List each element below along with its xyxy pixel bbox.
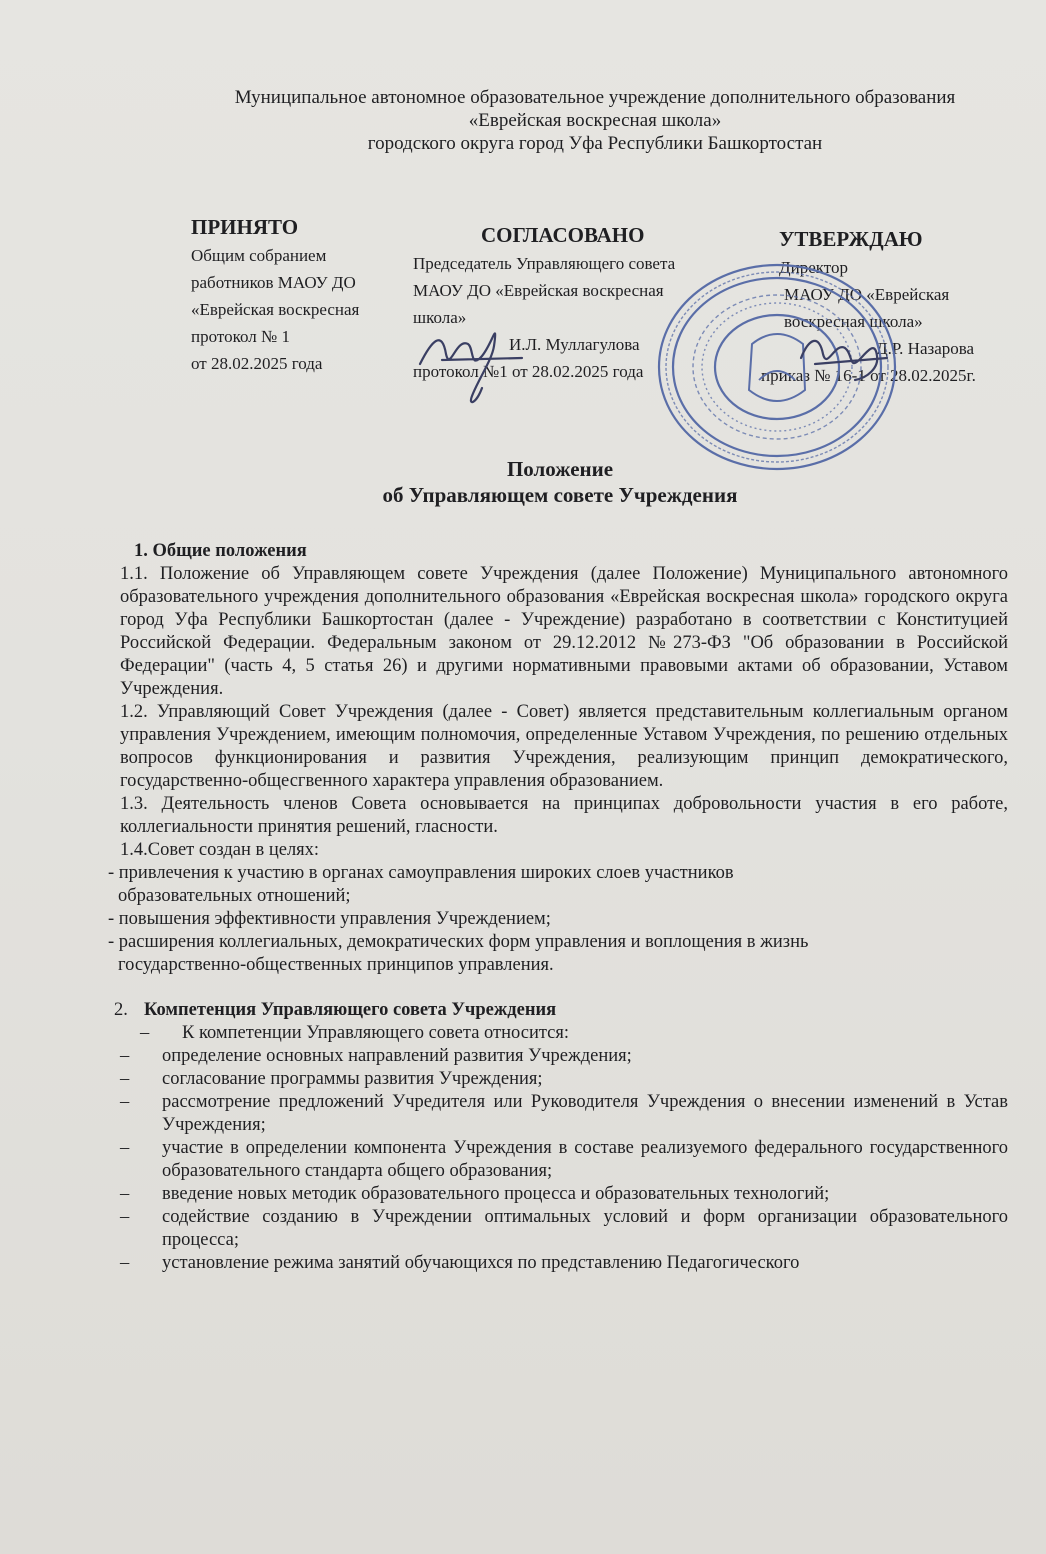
competence-item — [108, 1183, 1008, 1206]
approved-line: воскресная школа» — [784, 312, 923, 331]
accepted-line: протокол № 1 — [191, 327, 290, 346]
competence-item — [108, 1206, 1008, 1252]
signature-stroke — [801, 341, 887, 380]
accepted-title: ПРИНЯТО — [191, 215, 299, 239]
title-line-1: Положение — [506, 457, 614, 481]
dash-bullet: – — [140, 1023, 150, 1043]
accepted-line: от 28.02.2025 года — [191, 354, 323, 373]
goal-item-cont: образовательных отношений; — [118, 886, 351, 906]
agreed-line: Председатель Управляющего совета — [413, 254, 676, 273]
accepted-block — [191, 214, 359, 377]
competence-item — [108, 1068, 1008, 1091]
competence-item-text: содействие созданию в Учреждении оптимальных условий и форм организации образовательного процесса; — [162, 1207, 1008, 1250]
paragraph-1-1: 1.1. Положение об Управляющем совете Учреждения (далее Положение) Муниципального автономного образовательного учреждения дополнительного образования «Еврейская воскресная школа» городского округа город Уфа Республики Башкортостан (далее - Учреждение) разработано в соответствии с Конституцией Российской Федерации. Федеральным законом от 29.12.2012 №273-ФЗ "Об образовании в Российской Федерации" (часть 4, 5 статья 26) и другими нормативными правовыми актами об образовании, Уставом Учреждения. — [120, 564, 1008, 699]
dash-bullet: – — [120, 1184, 130, 1204]
agreed-line: МАОУ ДО «Еврейская воскресная — [413, 281, 664, 300]
competence-item-text: согласование программы развития Учреждения; — [162, 1069, 543, 1089]
signature-director — [795, 318, 891, 390]
agreed-line: И.Л. Муллагулова — [509, 335, 640, 354]
accepted-line: «Еврейская воскресная — [191, 300, 360, 319]
competence-item — [108, 1252, 1008, 1275]
competence-item-text: определение основных направлений развития Учреждения; — [162, 1046, 632, 1066]
approved-line: приказ № 16-1 от 28.02.2025г. — [761, 366, 976, 385]
competence-item-text: установление режима занятий обучающихся по представлению Педагогического — [162, 1253, 800, 1273]
paragraph-1-4: 1.4.Совет создан в целях: — [120, 840, 320, 860]
competence-item — [108, 1137, 1008, 1183]
org-header — [130, 86, 1046, 155]
agreed-line: школа» — [413, 308, 467, 327]
competence-item-text: рассмотрение предложений Учредителя или Руководителя Учреждения о внесении изменений в Устав Учреждения; — [162, 1092, 1008, 1135]
section-2-heading: Компетенция Управляющего совета Учреждения — [144, 1000, 557, 1020]
dash-bullet: – — [120, 1046, 130, 1066]
approved-line: Директор — [779, 258, 848, 277]
dash-bullet: – — [120, 1207, 130, 1227]
paragraph-1-2: 1.2. Управляющий Совет Учреждения (далее - Совет) является представительным коллегиальным органом управления Учреждением, имеющим полномочия, определенные Уставом Учреждения, по решению отдельных вопросов функционирования и развития Учреждения, реализующим принцип демократического, государственно-общесгвенного характера управления образованием. — [120, 702, 1008, 791]
org-line-1: Муниципальное автономное образовательное учреждение дополнительного образования — [234, 87, 956, 108]
goal-item-cont: государственно-общественных принципов управления. — [118, 955, 554, 975]
goal-item: - привлечения к участию в органах самоуправления широких слоев участников — [108, 863, 734, 883]
org-line-2: «Еврейская воскресная школа» — [468, 110, 722, 131]
agreed-line: протокол №1 от 28.02.2025 года — [413, 362, 644, 381]
document-title — [330, 456, 790, 508]
dash-bullet: – — [120, 1069, 130, 1089]
approved-line: МАОУ ДО «Еврейская — [784, 285, 950, 304]
dash-bullet: – — [120, 1253, 130, 1273]
competence-intro — [108, 1022, 1008, 1045]
section-gap — [108, 977, 1008, 999]
dash-bullet: – — [120, 1138, 130, 1158]
goal-item: - повышения эффективности управления Учреждением; — [108, 909, 551, 929]
section-1-title: 1. Общие положения — [134, 541, 307, 561]
competence-intro-text: К компетенции Управляющего совета относится: — [182, 1023, 570, 1043]
approved-line: Д.Р. Назарова — [876, 339, 975, 358]
accepted-line: работников МАОУ ДО — [191, 273, 356, 292]
dash-bullet: – — [120, 1092, 130, 1112]
agreed-title: СОГЛАСОВАНО — [481, 223, 645, 247]
document-body — [108, 540, 1008, 1275]
competence-item — [108, 1091, 1008, 1137]
signature-stroke — [420, 333, 522, 402]
org-line-3: городского округа город Уфа Республики Башкортостан — [367, 133, 823, 154]
competence-item-text: введение новых методик образовательного процесса и образовательных технологий; — [162, 1184, 830, 1204]
competence-item-text: участие в определении компонента Учреждения в составе реализуемого федерального государственного образовательного стандарта общего образования; — [162, 1138, 1008, 1181]
accepted-line: Общим собранием — [191, 246, 327, 265]
competence-item — [108, 1045, 1008, 1068]
signature-chair — [412, 300, 530, 412]
goal-item: - расширения коллегиальных, демократических форм управления и воплощения в жизнь — [108, 932, 809, 952]
section-2-number: 2. — [114, 1000, 128, 1020]
paragraph-1-3: 1.3. Деятельность членов Совета основывается на принципах добровольности участия в его работе, коллегиальности принятия решений, гласности. — [120, 794, 1008, 837]
approved-title: УТВЕРЖДАЮ — [779, 227, 923, 251]
section-2-title — [114, 999, 1008, 1022]
title-line-2: об Управляющем совете Учреждения — [382, 483, 738, 507]
